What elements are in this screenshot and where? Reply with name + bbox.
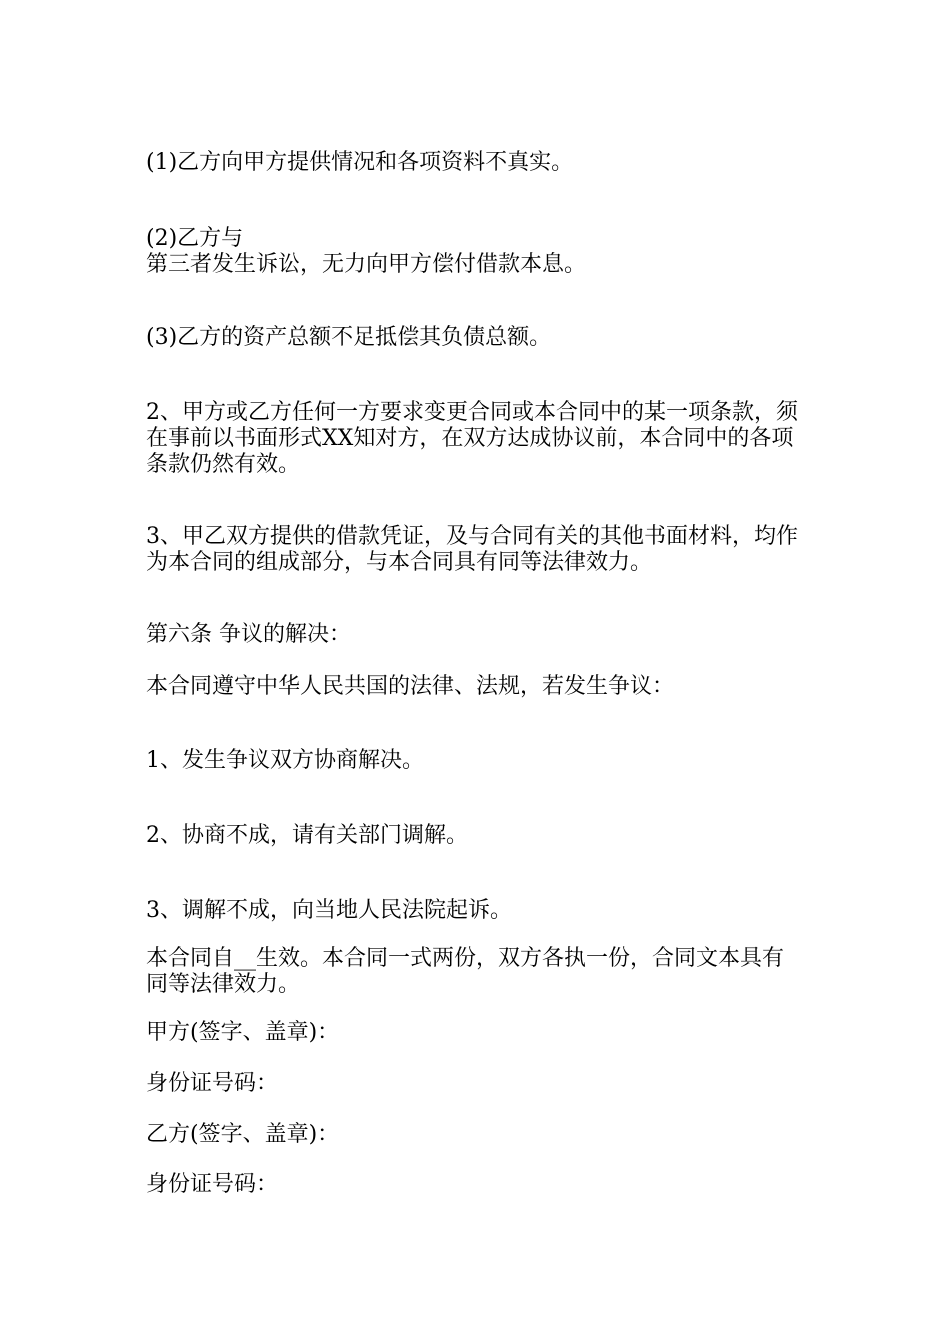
effective-clause: 本合同自__生效。本合同一式两份，双方各执一份，合同文本具有 同等法律效力。 bbox=[146, 946, 785, 997]
dispute-intro: 本合同遵守中华人民共国的法律、法规，若发生争议： bbox=[146, 674, 675, 699]
dispute-step-1: 1、发生争议双方协商解决。 bbox=[146, 748, 424, 773]
clause-item-1: (1)乙方向甲方提供情况和各项资料不真实。 bbox=[146, 150, 574, 175]
clause-item-2: (2)乙方与 第三者发生诉讼，无力向甲方偿付借款本息。 bbox=[146, 226, 587, 277]
section-heading-article-6: 第六条 争议的解决： bbox=[146, 622, 351, 647]
dispute-step-2: 2、协商不成，请有关部门调解。 bbox=[146, 823, 468, 848]
clause-attachments: 3、甲乙双方提供的借款凭证，及与合同有关的其他书面材料，均作 为本合同的组成部分，与本合同具有同等法律效力。 bbox=[146, 524, 798, 575]
party-a-id-number-line: 身份证号码： bbox=[146, 1071, 279, 1096]
party-b-id-number-line: 身份证号码： bbox=[146, 1172, 279, 1197]
clause-modification: 2、甲方或乙方任何一方要求变更合同或本合同中的某一项条款，须 在事前以书面形式XX知对方，在双方达成协议前，本合同中的各项 条款仍然有效。 bbox=[146, 400, 798, 477]
clause-item-3: (3)乙方的资产总额不足抵偿其负债总额。 bbox=[146, 325, 552, 350]
dispute-step-3: 3、调解不成，向当地人民法院起诉。 bbox=[146, 898, 512, 923]
party-b-signature-line: 乙方(签字、盖章)： bbox=[146, 1122, 340, 1147]
party-a-signature-line: 甲方(签字、盖章)： bbox=[146, 1020, 340, 1045]
